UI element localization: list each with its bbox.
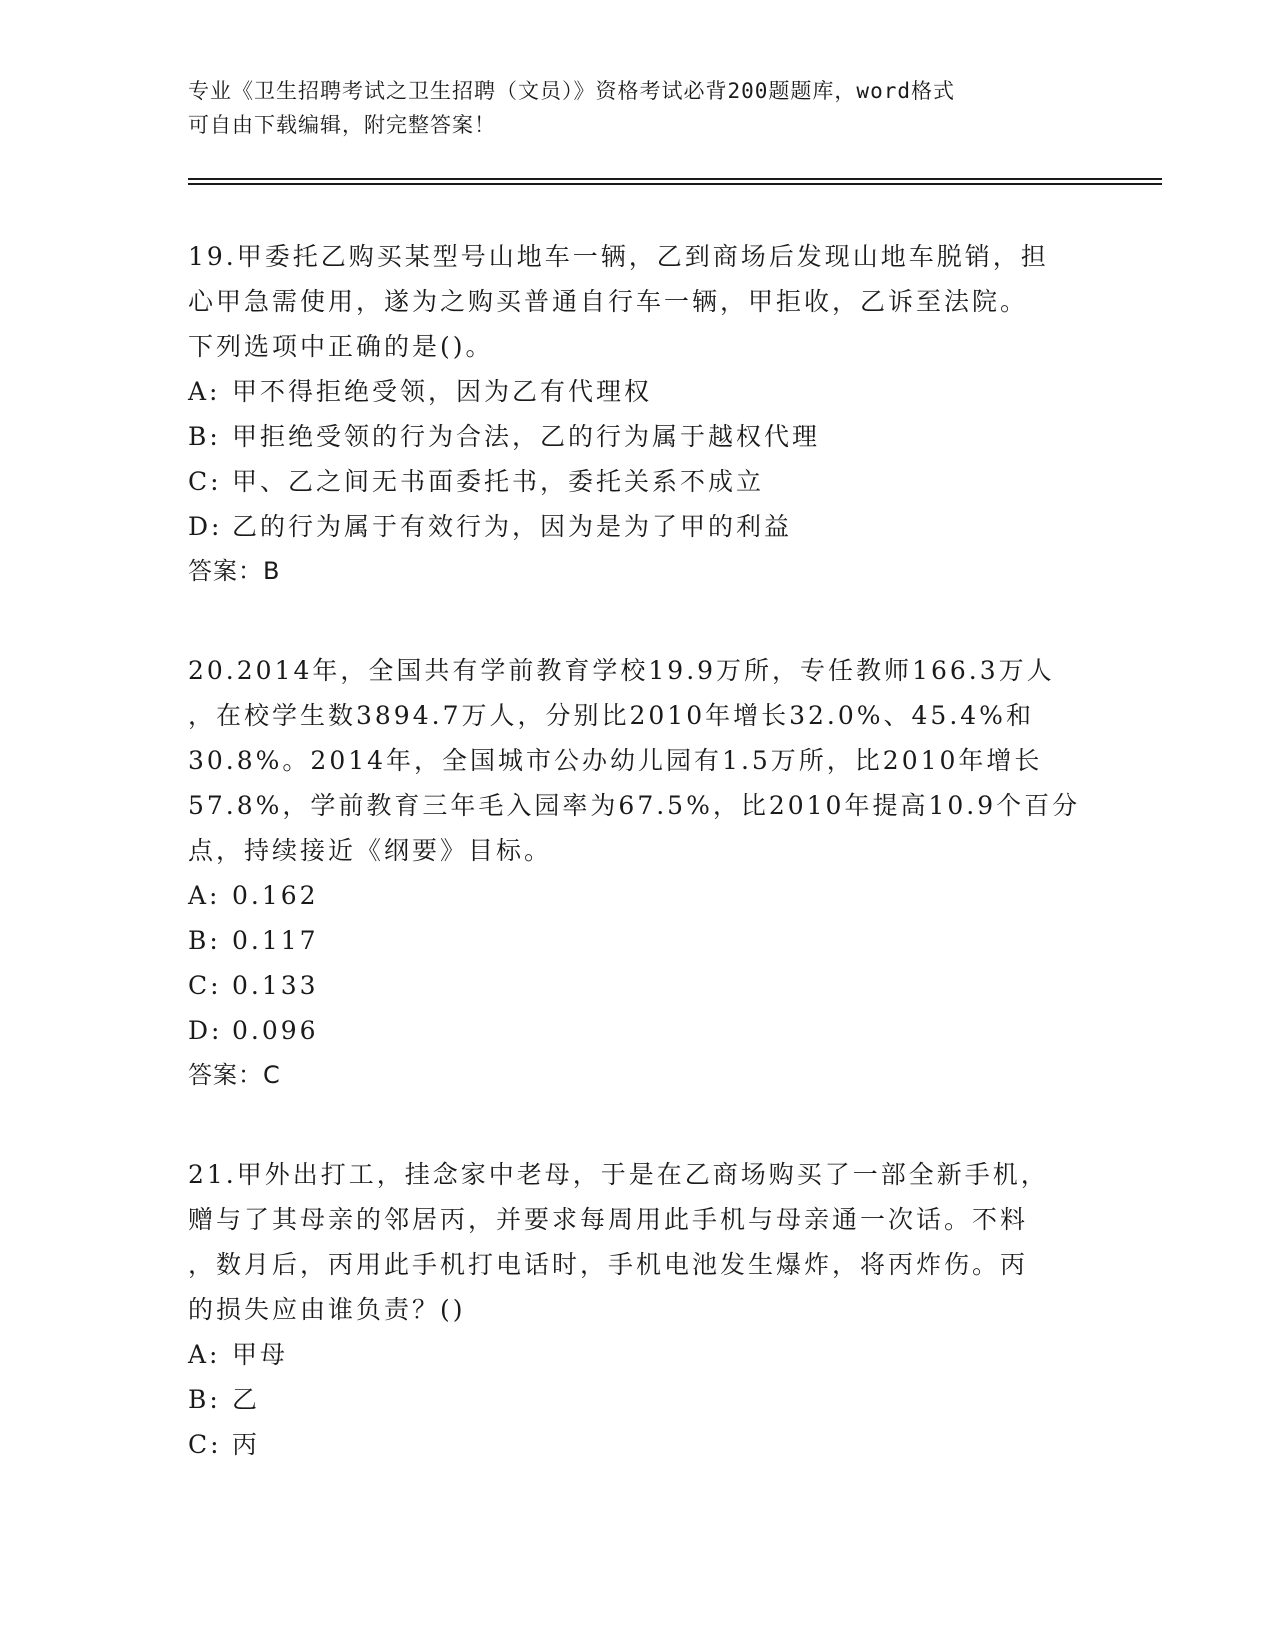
option-a [188, 873, 1088, 918]
option-text: 0.133 [232, 971, 319, 1000]
question-stem-line: 30.8%。2014年，全国城市公办幼儿园有1.5万所，比2010年增长 [188, 746, 1043, 775]
option-label: C: [188, 971, 222, 1000]
answer-line: 答案：B [188, 557, 281, 585]
option-d [188, 1008, 1088, 1053]
option-text: 甲不得拒绝受领，因为乙有代理权 [232, 377, 653, 406]
option-label: A: [188, 1340, 221, 1369]
option-label: A: [188, 377, 221, 406]
question-stem-line: 21.甲外出打工，挂念家中老母，于是在乙商场购买了一部全新手机， [188, 1160, 1049, 1189]
question-stem-line: ，数月后，丙用此手机打电话时，手机电池发生爆炸，将丙炸伤。丙 [188, 1250, 1029, 1279]
option-text: 甲拒绝受领的行为合法，乙的行为属于越权代理 [232, 422, 821, 451]
answer-line: 答案：C [188, 1061, 281, 1089]
option-text: 0.096 [232, 1016, 319, 1045]
option-text: 0.117 [232, 926, 319, 955]
option-a [188, 1332, 1088, 1377]
question-stem-line: ，在校学生数3894.7万人，分别比2010年增长32.0%、45.4%和 [188, 701, 1034, 730]
option-label: C: [188, 467, 222, 496]
option-text: 甲、乙之间无书面委托书，委托关系不成立 [232, 467, 765, 496]
question-stem-line: 心甲急需使用，遂为之购买普通自行车一辆，甲拒收，乙诉至法院。 [188, 287, 1029, 316]
option-text: 乙 [232, 1385, 261, 1414]
option-label: D: [188, 512, 223, 541]
document-header [188, 74, 1088, 142]
question-19 [188, 234, 1088, 594]
option-label: B: [188, 422, 221, 451]
option-label: D: [188, 1016, 223, 1045]
option-b [188, 414, 1088, 459]
option-label: C: [188, 1430, 222, 1459]
option-b [188, 1377, 1088, 1422]
question-20 [188, 648, 1088, 1098]
option-text: 丙 [232, 1430, 261, 1459]
question-stem-line: 19.甲委托乙购买某型号山地车一辆，乙到商场后发现山地车脱销，担 [188, 242, 1049, 271]
option-text: 乙的行为属于有效行为，因为是为了甲的利益 [232, 512, 793, 541]
option-d [188, 504, 1088, 549]
option-b [188, 918, 1088, 963]
question-stem-line: 点，持续接近《纲要》目标。 [188, 836, 553, 865]
header-line-2: 可自由下载编辑，附完整答案！ [188, 113, 496, 137]
option-c [188, 963, 1088, 1008]
question-stem-line: 20.2014年，全国共有学前教育学校19.9万所，专任教师166.3万人 [188, 656, 1055, 685]
question-stem-line: 下列选项中正确的是()。 [188, 332, 494, 361]
option-text: 0.162 [232, 881, 319, 910]
option-label: A: [188, 881, 221, 910]
option-label: B: [188, 926, 221, 955]
option-a [188, 369, 1088, 414]
question-stem-line: 57.8%，学前教育三年毛入园率为67.5%，比2010年提高10.9个百分 [188, 791, 1081, 820]
option-label: B: [188, 1385, 221, 1414]
option-text: 甲母 [232, 1340, 289, 1369]
question-stem-line: 赠与了其母亲的邻居丙，并要求每周用此手机与母亲通一次话。不料 [188, 1205, 1029, 1234]
option-c [188, 459, 1088, 504]
header-divider-top [188, 178, 1162, 180]
question-21 [188, 1152, 1088, 1467]
header-divider-bottom [188, 183, 1162, 185]
header-line-1: 专业《卫生招聘考试之卫生招聘（文员）》资格考试必背200题题库，word格式 [188, 79, 955, 103]
option-c [188, 1422, 1088, 1467]
question-stem-line: 的损失应由谁负责？() [188, 1295, 466, 1324]
